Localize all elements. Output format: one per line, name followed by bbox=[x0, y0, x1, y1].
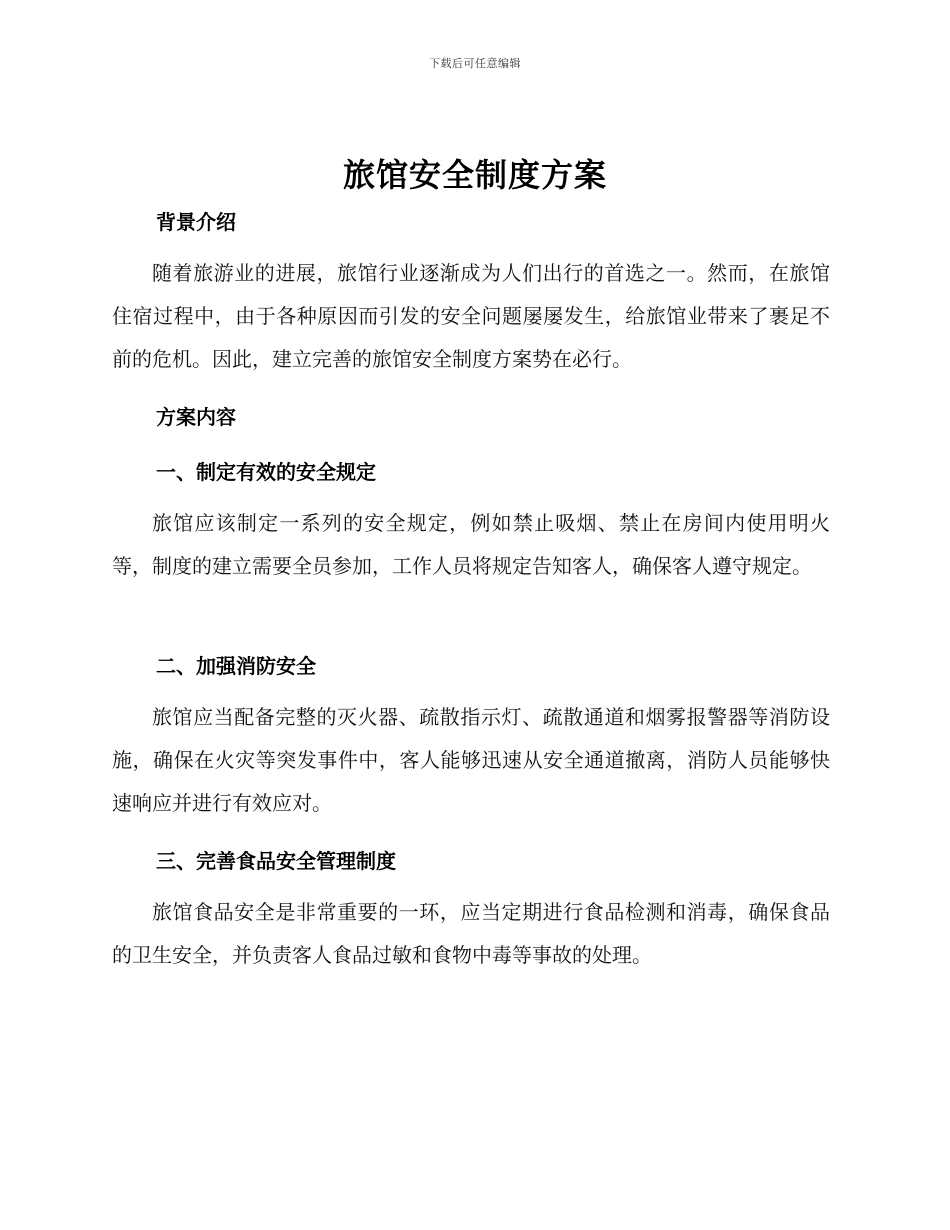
paragraph-item-1: 旅馆应该制定一系列的安全规定，例如禁止吸烟、禁止在房间内使用明火等，制度的建立需要全员参加，工作人员将规定告知客人，确保客人遵守规定。 bbox=[112, 511, 830, 578]
header-note: 下载后可任意编辑 bbox=[429, 57, 521, 70]
section-heading-item-3: 三、完善食品安全管理制度 bbox=[156, 849, 396, 873]
section-heading-background: 背景介绍 bbox=[156, 210, 236, 234]
paragraph-item-3: 旅馆食品安全是非常重要的一环，应当定期进行食品检测和消毒，确保食品的卫生安全，并负责客人食品过敏和食物中毒等事故的处理。 bbox=[112, 900, 830, 967]
section-heading-item-2: 二、加强消防安全 bbox=[156, 654, 316, 678]
section-heading-content: 方案内容 bbox=[156, 405, 236, 429]
document-title: 旅馆安全制度方案 bbox=[342, 156, 607, 194]
paragraph-item-2: 旅馆应当配备完整的灭火器、疏散指示灯、疏散通道和烟雾报警器等消防设施，确保在火灾等突发事件中，客人能够迅速从安全通道撤离，消防人员能够快速响应并进行有效应对。 bbox=[112, 705, 830, 815]
paragraph-background: 随着旅游业的进展，旅馆行业逐渐成为人们出行的首选之一。然而，在旅馆住宿过程中，由于各种原因而引发的安全问题屡屡发生，给旅馆业带来了裹足不前的危机。因此，建立完善的旅馆安全制度方案势在必行。 bbox=[112, 261, 830, 371]
section-heading-item-1: 一、制定有效的安全规定 bbox=[156, 460, 376, 484]
